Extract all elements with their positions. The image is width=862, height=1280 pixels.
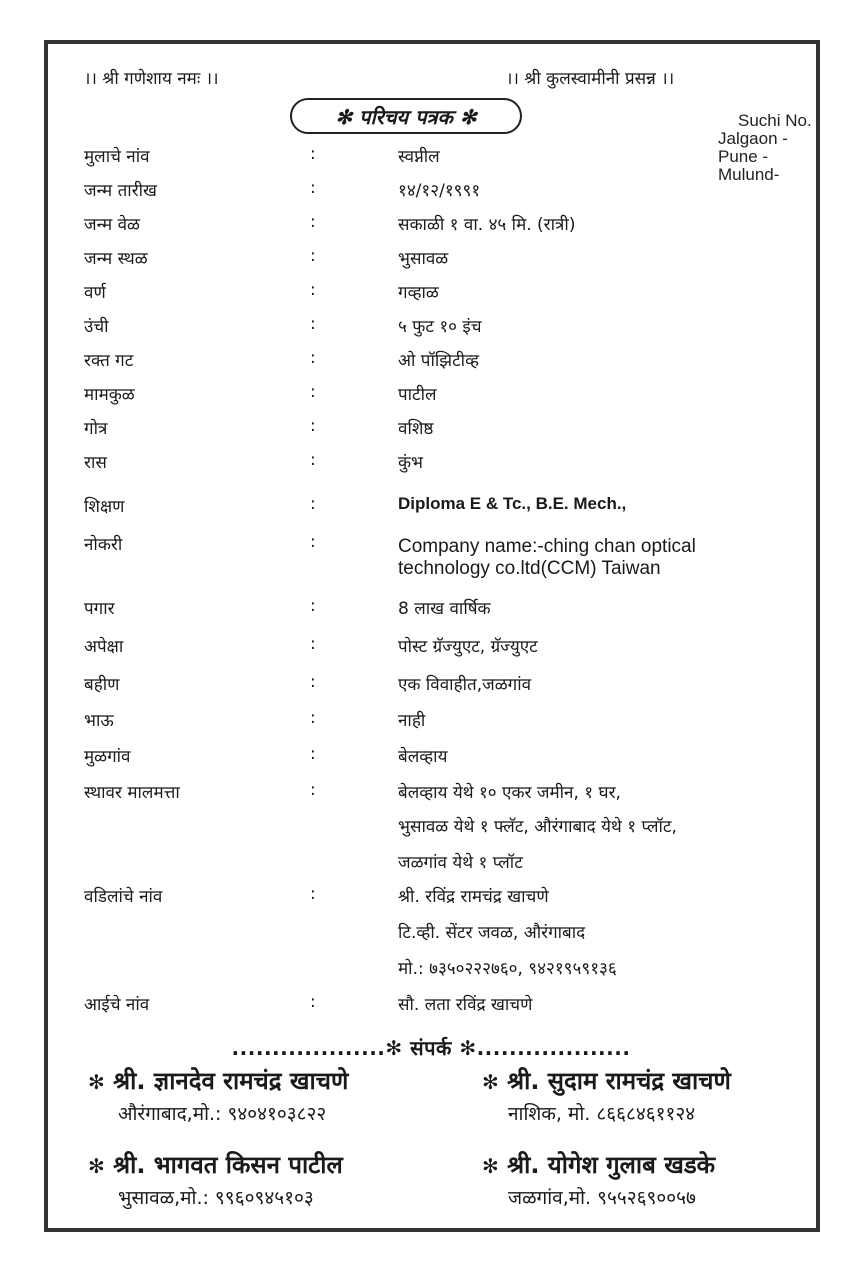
field-label: पगार	[84, 599, 115, 619]
field-row	[84, 744, 784, 778]
field-value: जळगांव येथे १ प्लॉट	[398, 853, 523, 873]
field-value: स्वप्नील	[398, 147, 440, 167]
field-value: Diploma E & Tc., B.E. Mech.,	[398, 494, 627, 513]
contact-address: भुसावळ,मो.: ९९६०९४५१०३	[118, 1187, 314, 1209]
field-value: सकाळी १ वा. ४५ मि. (रात्री)	[398, 215, 576, 235]
contact-address: औरंगाबाद,मो.: ९४०४१०३८२२	[118, 1103, 327, 1125]
field-value: श्री. रविंद्र रामचंद्र खाचणे	[398, 887, 549, 907]
field-value: पोस्ट ग्रॅज्युएट, ग्रॅज्युएट	[398, 637, 538, 657]
field-value: बेलव्हाय येथे १० एकर जमीन, १ घर,	[398, 783, 621, 803]
field-colon: :	[310, 246, 316, 266]
contact-name	[482, 1148, 715, 1181]
field-value: मो.: ७३५०२२२७६०, ९४२१९५९१३६	[398, 959, 617, 979]
field-colon: :	[310, 494, 316, 514]
field-label: रास	[84, 453, 107, 473]
field-colon: :	[310, 144, 316, 164]
field-row	[84, 212, 784, 246]
contact-address: जळगांव,मो. ९५५२६९००५७	[508, 1187, 696, 1209]
suchi-line-jalgaon: Jalgaon -	[718, 129, 788, 148]
field-row	[84, 494, 784, 528]
field-colon: :	[310, 178, 316, 198]
field-colon: :	[310, 596, 316, 616]
field-value: वशिष्ठ	[398, 419, 434, 439]
field-row	[84, 672, 784, 706]
field-row	[84, 178, 784, 212]
field-colon: :	[310, 348, 316, 368]
field-colon: :	[310, 416, 316, 436]
contact-name-text: श्री. योगेश गुलाब खडके	[507, 1151, 716, 1179]
field-value: पाटील	[398, 385, 437, 405]
field-row	[84, 532, 784, 588]
contact-name	[482, 1064, 731, 1097]
field-value: 8 लाख वार्षिक	[398, 599, 491, 619]
suchi-line-mulund: Mulund-	[718, 165, 780, 184]
field-label: जन्म वेळ	[84, 215, 140, 235]
field-row	[84, 634, 784, 668]
field-row	[84, 992, 784, 1026]
star-icon: ✻	[88, 1070, 105, 1094]
field-label: गोत्र	[84, 419, 108, 439]
field-colon: :	[310, 708, 316, 728]
document-title: ✻ परिचय पत्रक ✻	[290, 98, 522, 134]
field-value: Company name:-ching chan optical technology co.ltd(CCM) Taiwan	[398, 536, 696, 579]
field-row-continued	[84, 920, 784, 954]
field-label: जन्म स्थळ	[84, 249, 148, 269]
field-value: ओ पॉझिटीव्ह	[398, 351, 480, 371]
contact-name-text: श्री. ज्ञानदेव रामचंद्र खाचणे	[113, 1067, 349, 1095]
star-icon: ✻	[482, 1154, 499, 1178]
field-colon: :	[310, 532, 316, 552]
field-colon: :	[310, 314, 316, 334]
field-row	[84, 416, 784, 450]
contact-address: नाशिक, मो. ८६६८४६११२४	[508, 1103, 696, 1125]
field-label: अपेक्षा	[84, 637, 124, 657]
contact-name-text: श्री. सुदाम रामचंद्र खाचणे	[507, 1067, 731, 1095]
field-value: सौ. लता रविंद्र खाचणे	[398, 995, 533, 1015]
right-invocation: ।। श्री कुलस्वामीनी प्रसन्न ।।	[506, 69, 675, 89]
field-row	[84, 780, 784, 814]
field-row	[84, 280, 784, 314]
field-row	[84, 314, 784, 348]
field-value: भुसावळ	[398, 249, 449, 269]
contact-name-text: श्री. भागवत किसन पाटील	[113, 1151, 343, 1179]
field-label: शिक्षण	[84, 497, 125, 517]
field-row	[84, 596, 784, 630]
field-colon: :	[310, 744, 316, 764]
field-value: टि.व्ही. सेंटर जवळ, औरंगाबाद	[398, 923, 586, 943]
field-colon: :	[310, 212, 316, 232]
field-label: वडिलांचे नांव	[84, 887, 163, 907]
field-label: मुलाचे नांव	[84, 147, 150, 167]
field-colon: :	[310, 672, 316, 692]
field-row	[84, 708, 784, 742]
field-value: बेलव्हाय	[398, 747, 448, 767]
field-colon: :	[310, 992, 316, 1012]
field-label: मुळगांव	[84, 747, 131, 767]
field-label: उंची	[84, 317, 109, 337]
suchi-label: Suchi No.	[738, 111, 812, 130]
field-colon: :	[310, 450, 316, 470]
field-row-continued	[84, 956, 784, 990]
field-label: वर्ण	[84, 283, 106, 303]
field-value: नाही	[398, 711, 426, 731]
field-value: एक विवाहीत,जळगांव	[398, 675, 532, 695]
field-colon: :	[310, 884, 316, 904]
star-icon: ✻	[482, 1070, 499, 1094]
contact-heading: ...................✻ संपर्क ✻...................	[231, 1036, 631, 1060]
field-label: मामकुळ	[84, 385, 135, 405]
field-colon: :	[310, 382, 316, 402]
field-label: बहीण	[84, 675, 120, 695]
field-row	[84, 246, 784, 280]
field-row	[84, 884, 784, 918]
field-label: स्थावर मालमत्ता	[84, 783, 180, 803]
field-label: भाऊ	[84, 711, 114, 731]
field-row-continued	[84, 850, 784, 884]
field-value: भुसावळ येथे १ फ्लॅट, औरंगाबाद येथे १ प्लॉट,	[398, 817, 677, 837]
left-invocation: ।। श्री गणेशाय नमः ।।	[84, 69, 219, 89]
field-value: गव्हाळ	[398, 283, 439, 303]
field-colon: :	[310, 634, 316, 654]
field-label: रक्त गट	[84, 351, 134, 371]
field-label: आईचे नांव	[84, 995, 150, 1015]
contact-name	[88, 1148, 343, 1181]
field-label: नोकरी	[84, 535, 123, 555]
field-label: जन्म तारीख	[84, 181, 157, 201]
field-colon: :	[310, 280, 316, 300]
contact-name	[88, 1064, 348, 1097]
field-value: १४/१२/१९९१	[398, 181, 481, 201]
field-row	[84, 144, 784, 178]
field-row	[84, 450, 784, 484]
field-colon: :	[310, 780, 316, 800]
suchi-line-pune: Pune -	[718, 147, 769, 166]
field-row	[84, 348, 784, 382]
field-row	[84, 382, 784, 416]
field-value: ५ फुट १० इंच	[398, 317, 482, 337]
field-row-continued	[84, 814, 784, 848]
star-icon: ✻	[88, 1154, 105, 1178]
field-value: कुंभ	[398, 453, 424, 473]
